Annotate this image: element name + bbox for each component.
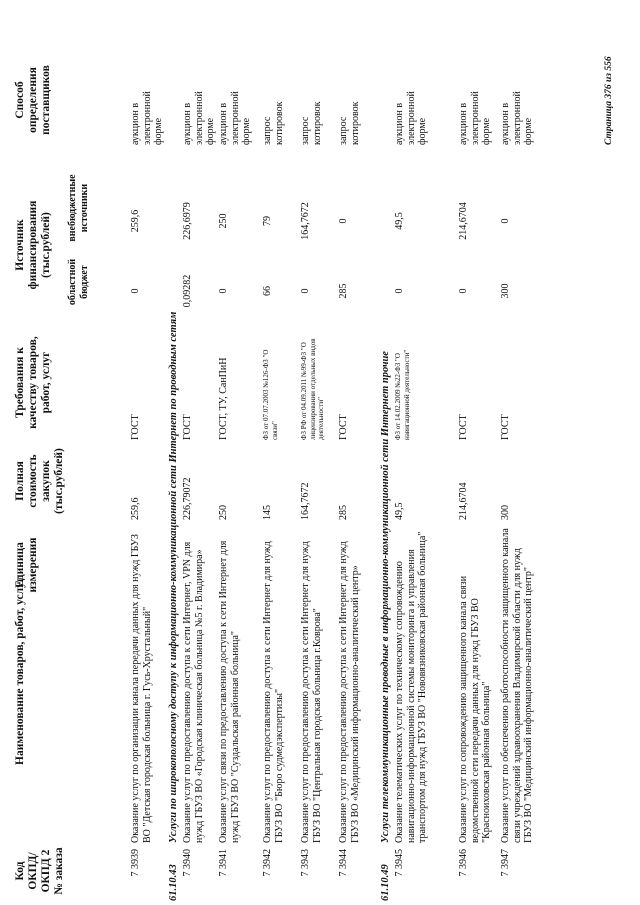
total-cost: 164,7672: [300, 482, 311, 520]
total-cost: 226,79072: [182, 477, 193, 520]
service-name: Оказание услуг по сопровождению защищенного канала связи ведомственной сети передачи данных для нужд ГБУЗ ВО "Красноиховская районная больница": [458, 575, 492, 843]
order-number: 7 3947: [500, 849, 511, 877]
procurement-method: запрос котировок: [338, 101, 361, 145]
section-title: Услуги телекоммуникационные проводные в информационно-коммуникационной сети Интернет прочие: [380, 351, 391, 843]
procurement-method: аукцион в электронной форме: [458, 91, 492, 145]
order-number: 7 3943: [300, 849, 311, 877]
header-funding: Источник финансирования (тыс.рублей): [14, 200, 52, 290]
section-code: 61.10.43: [168, 864, 179, 901]
page-number: Страница 376 из 556: [604, 56, 614, 145]
quality-requirements: ГОСТ: [458, 414, 469, 440]
total-cost: 145: [262, 505, 273, 520]
order-number: 7 3945: [394, 849, 405, 877]
header-unit: Единица измерения: [14, 537, 39, 593]
regional-budget: 0: [394, 288, 405, 294]
total-cost: 259,6: [130, 497, 141, 520]
extrabudgetary-funds: 79: [262, 216, 273, 226]
regional-budget: 0: [458, 288, 469, 294]
service-name: Оказание телематических услуг по техническому сопровождению навигационно-информационной системы мониторинга и управления транспортом для нужд ГБУЗ ВО "Нововязниковская районная больница": [394, 531, 428, 843]
regional-budget: 285: [338, 283, 349, 299]
total-cost: 285: [338, 505, 349, 520]
quality-requirements: ГОСТ: [500, 414, 511, 440]
extrabudgetary-funds: 214,6704: [458, 202, 469, 240]
regional-budget: 0: [130, 288, 141, 294]
service-name: Оказание услуг по организации канала передачи данных для нужд ГБУЗ ВО "Детская городская больница г. Гусь-Хрустальный": [130, 534, 153, 843]
header-code: Код ОКПД/ ОКПД 2 № заказа: [14, 847, 65, 895]
header-quality: Требования к качеству товаров, работ, услуг: [14, 336, 52, 429]
extrabudgetary-funds: 0: [500, 218, 511, 224]
extrabudgetary-funds: 0: [338, 218, 349, 224]
regional-budget: 300: [500, 283, 511, 299]
quality-requirements: ГОСТ: [130, 414, 141, 440]
header-name: Наименование товаров, работ, услуг: [14, 576, 26, 765]
procurement-method: запрос котировок: [262, 101, 285, 145]
extrabudgetary-funds: 250: [218, 213, 229, 229]
procurement-method: аукцион в электронной форме: [394, 91, 428, 145]
service-name: Оказание услуг по предоставлению доступа к сети Интернет для нужд ГБУЗ ВО «Медицинский информационно-аналитический центр»: [338, 541, 361, 843]
header-funding-extra: внебюджетные источники: [67, 174, 90, 242]
quality-requirements: ФЗ РФ от 04.09.2011 №99-ФЗ "О лицензировании отдельных видов деятельности": [300, 338, 325, 440]
service-name: Оказание услуг по предоставлению доступа к сети Интернет для нужд ГБУЗ ВО "Бюро судмедэкспертизы": [262, 541, 285, 843]
order-number: 7 3941: [218, 849, 229, 877]
extrabudgetary-funds: 49,5: [394, 212, 405, 230]
order-number: 7 3939: [130, 849, 141, 877]
extrabudgetary-funds: 164,7672: [300, 202, 311, 240]
section-code: 61.10.49: [380, 864, 391, 901]
order-number: 7 3942: [262, 849, 273, 877]
service-name: Оказание услуг по предоставлению доступа к сети Интернет для нужд ГБУЗ ВО "Центральная городская больница г.Коврова": [300, 541, 323, 843]
service-name: Оказание услуг по предоставлению доступа к сети Интернет, VPN для нужд ГБУЗ ВО «Городская клиническая больница №5 г. Владимира»: [182, 541, 205, 843]
regional-budget: 0: [300, 288, 311, 294]
section-title: Услуги по широкополосному доступу к информационно-коммуникационной сети Интернет по проводным сетям: [168, 311, 179, 843]
order-number: 7 3940: [182, 849, 193, 877]
procurement-method: аукцион в электронной форме: [500, 91, 534, 145]
total-cost: 250: [218, 505, 229, 520]
quality-requirements: ФЗ от 07.07.2003 №126-ФЗ "О связи": [262, 349, 279, 440]
order-number: 7 3946: [458, 849, 469, 877]
regional-budget: 66: [262, 286, 273, 296]
regional-budget: 0: [218, 288, 229, 294]
extrabudgetary-funds: 226,6979: [182, 202, 193, 240]
service-name: Оказание услуг связи по предоставлению доступа к сети Интернет для нужд ГБУЗ ВО "Суздальская районная больница": [218, 540, 241, 843]
order-number: 7 3944: [338, 849, 349, 877]
extrabudgetary-funds: 259,6: [130, 209, 141, 233]
procurement-method: запрос котировок: [300, 101, 323, 145]
regional-budget: 0,09282: [182, 274, 193, 308]
procurement-method: аукцион в электронной форме: [182, 91, 216, 145]
quality-requirements: ГОСТ: [182, 414, 193, 440]
header-cost: Полная стоимость закупок (тыс.рублей): [14, 448, 65, 514]
header-funding-regional: областной бюджет: [67, 258, 90, 306]
service-name: Оказание услуг по обеспечению работоспособности защищенного канала связи учреждений здравоохранения Владимирской области для нужд ГБУЗ ВО "Медицинский информационно-аналитический центр": [500, 528, 534, 843]
header-method: Способ определения поставщиков: [14, 65, 52, 135]
procurement-method: аукцион в электронной форме: [130, 91, 164, 145]
quality-requirements: ГОСТ, ТУ, СанПиН: [218, 357, 229, 440]
total-cost: 300: [500, 505, 511, 520]
quality-requirements: ГОСТ: [338, 414, 349, 440]
procurement-method: аукцион в электронной форме: [218, 91, 252, 145]
total-cost: 49,5: [394, 502, 405, 520]
total-cost: 214,6704: [458, 482, 469, 520]
quality-requirements: ФЗ от 14.02.2009 №22-ФЗ "О навигационной деятельности": [394, 349, 411, 440]
